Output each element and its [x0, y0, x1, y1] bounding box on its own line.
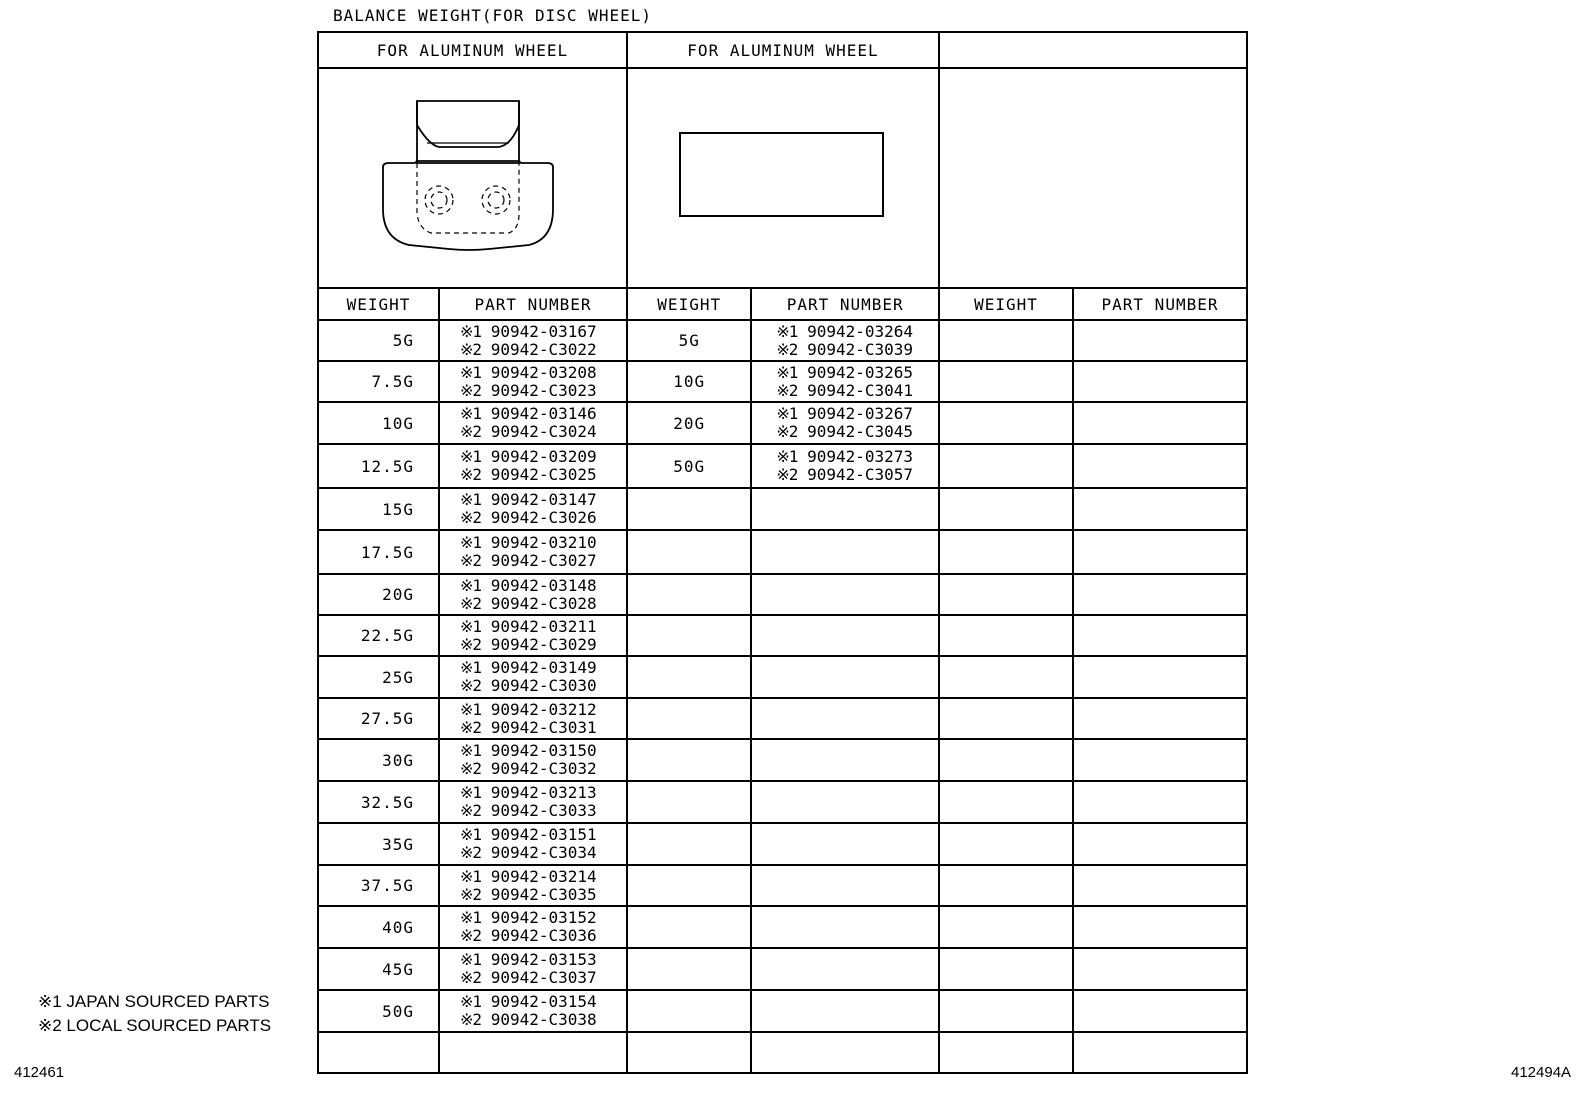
table-row	[318, 656, 1247, 698]
empty-illustration	[939, 68, 1247, 288]
table-row	[318, 530, 1247, 574]
weight-cell-empty	[627, 615, 751, 656]
part-number: 90942-03209	[490, 447, 597, 466]
weight-cell-empty	[627, 488, 751, 530]
part-number-line-2	[460, 1011, 626, 1029]
part-number: 90942-03265	[807, 362, 914, 382]
source-marker: ※1	[460, 825, 482, 844]
weight-cell-empty	[627, 948, 751, 990]
part-number-cell	[439, 948, 627, 990]
part-number-cell-empty	[439, 1032, 627, 1073]
source-marker: ※2	[460, 634, 482, 654]
part-number-cell-empty	[1073, 990, 1247, 1032]
part-number: 90942-C3045	[807, 422, 914, 441]
source-marker: ※2	[460, 884, 482, 904]
source-marker: ※1	[460, 575, 482, 595]
part-number-cell-empty	[751, 781, 939, 823]
part-number: 90942-03167	[490, 321, 597, 341]
table-row	[318, 615, 1247, 656]
part-number-cell-empty	[751, 530, 939, 574]
source-marker: ※2	[776, 465, 798, 484]
weight-cell-empty	[318, 1032, 439, 1073]
source-marker: ※1	[460, 741, 482, 760]
part-number: 90942-C3022	[490, 339, 597, 359]
part-number: 90942-03213	[490, 783, 597, 802]
part-number: 90942-C3039	[807, 339, 914, 359]
part-number-cell-empty	[1073, 320, 1247, 361]
part-number-line-2	[460, 844, 626, 862]
part-number-cell-empty	[1073, 615, 1247, 656]
parts-table	[317, 31, 1248, 1074]
part-number-line-1	[776, 405, 938, 423]
weight-header-2: WEIGHT	[627, 288, 751, 320]
source-marker: ※2	[776, 339, 798, 359]
weight-cell-empty	[939, 990, 1073, 1032]
part-number-cell	[439, 823, 627, 865]
source-marker: ※2	[776, 422, 798, 441]
part-number-line-2	[460, 466, 626, 484]
source-marker: ※2	[460, 508, 482, 527]
source-marker: ※2	[460, 926, 482, 945]
table-row	[318, 865, 1247, 906]
part-number-line-1	[460, 448, 626, 466]
source-marker: ※1	[460, 447, 482, 466]
source-marker: ※1	[776, 447, 798, 466]
part-number-cell-empty	[751, 739, 939, 781]
part-number-line-1	[460, 742, 626, 760]
weight-cell: 27.5G	[318, 698, 439, 739]
part-number-cell	[439, 781, 627, 823]
part-number: 90942-C3023	[490, 380, 597, 400]
part-number: 90942-C3030	[490, 676, 597, 695]
part-number-line-2	[460, 341, 626, 359]
part-number-cell	[439, 990, 627, 1032]
weight-cell: 50G	[318, 990, 439, 1032]
part-number: 90942-03208	[490, 362, 597, 382]
part-number-cell-empty	[751, 865, 939, 906]
part-number: 90942-C3026	[490, 508, 597, 527]
part-number: 90942-03154	[490, 992, 597, 1011]
weight-cell-empty	[627, 1032, 751, 1073]
group-header-row	[318, 32, 1247, 68]
illustration-code-right: 412494A	[1511, 1064, 1572, 1081]
part-number: 90942-03267	[807, 404, 914, 423]
source-marker: ※2	[460, 380, 482, 400]
part-number-line-2	[460, 760, 626, 778]
table-row	[318, 361, 1247, 402]
weight-cell-empty	[939, 574, 1073, 615]
weight-cell-empty	[939, 739, 1073, 781]
table-row	[318, 444, 1247, 488]
part-number-cell	[439, 361, 627, 402]
part-number-cell	[439, 906, 627, 948]
part-number-cell-empty	[751, 574, 939, 615]
part-number-cell	[751, 320, 939, 361]
source-marker: ※2	[460, 465, 482, 484]
part-number-cell	[439, 402, 627, 444]
source-marker: ※1	[776, 362, 798, 382]
weight-cell: 7.5G	[318, 361, 439, 402]
table-row	[318, 990, 1247, 1032]
source-marker: ※1	[460, 783, 482, 802]
part-number-line-2	[460, 802, 626, 820]
weight-header-3: WEIGHT	[939, 288, 1073, 320]
weight-cell-empty	[939, 1032, 1073, 1073]
adhesive-weight-illustration	[627, 68, 939, 288]
source-marker: ※2	[460, 843, 482, 862]
adhesive-weight-drawing	[628, 69, 938, 283]
part-number-line-2	[776, 341, 938, 359]
part-number: 90942-C3036	[490, 926, 597, 945]
weight-cell: 17.5G	[318, 530, 439, 574]
legend-japan-sourced: ※1 JAPAN SOURCED PARTS	[38, 992, 270, 1011]
weight-cell-empty	[939, 402, 1073, 444]
part-number-cell-empty	[1073, 739, 1247, 781]
group-label-empty	[939, 32, 1247, 68]
part-number: 90942-03212	[490, 699, 597, 719]
part-number: 90942-C3034	[490, 843, 597, 862]
source-marker: ※1	[460, 866, 482, 886]
weight-cell: 20G	[627, 402, 751, 444]
illustration-code-left: 412461	[14, 1064, 65, 1081]
weight-cell: 40G	[318, 906, 439, 948]
weight-cell-empty	[627, 781, 751, 823]
part-number-line-1	[460, 323, 626, 341]
part-number: 90942-C3041	[807, 380, 914, 400]
column-header-row	[318, 288, 1247, 320]
weight-cell-empty	[627, 530, 751, 574]
part-number: 90942-03149	[490, 658, 597, 677]
part-number: 90942-03273	[807, 447, 914, 466]
legend	[38, 990, 271, 1038]
part-number-cell	[439, 739, 627, 781]
part-number-line-2	[776, 466, 938, 484]
part-number-cell-empty	[1073, 823, 1247, 865]
source-marker: ※1	[460, 992, 482, 1011]
weight-cell-empty	[939, 320, 1073, 361]
part-number-cell	[439, 698, 627, 739]
part-number-line-2	[460, 509, 626, 527]
part-number-cell-empty	[1073, 906, 1247, 948]
part-number-line-2	[460, 595, 626, 613]
weight-cell: 15G	[318, 488, 439, 530]
source-marker: ※1	[460, 616, 482, 636]
source-marker: ※1	[460, 362, 482, 382]
table-row	[318, 739, 1247, 781]
part-number-line-2	[460, 886, 626, 904]
part-number-line-1	[460, 951, 626, 969]
source-marker: ※1	[460, 533, 482, 552]
weight-cell: 37.5G	[318, 865, 439, 906]
source-marker: ※2	[460, 593, 482, 613]
part-number-cell	[439, 865, 627, 906]
part-number-cell	[439, 656, 627, 698]
weight-cell: 10G	[318, 402, 439, 444]
table-row	[318, 948, 1247, 990]
part-number-line-2	[460, 677, 626, 695]
legend-local-sourced: ※2 LOCAL SOURCED PARTS	[38, 1016, 272, 1035]
part-number-line-1	[460, 784, 626, 802]
weight-cell: 20G	[318, 574, 439, 615]
source-marker: ※1	[460, 658, 482, 677]
part-number-line-1	[776, 364, 938, 382]
part-number: 90942-03211	[490, 616, 597, 636]
part-number-cell-empty	[1073, 656, 1247, 698]
weight-cell: 5G	[318, 320, 439, 361]
part-number-header-3: PART NUMBER	[1073, 288, 1247, 320]
part-number: 90942-03146	[490, 404, 597, 423]
part-number: 90942-C3033	[490, 801, 597, 820]
weight-cell-empty	[627, 823, 751, 865]
weight-cell-empty	[939, 906, 1073, 948]
group-label-aluminum-1: FOR ALUMINUM WHEEL	[318, 32, 627, 68]
source-marker: ※2	[460, 551, 482, 570]
part-number-cell	[751, 361, 939, 402]
weight-cell-empty	[939, 823, 1073, 865]
part-number-line-1	[460, 491, 626, 509]
part-number: 90942-03153	[490, 950, 597, 969]
table-row	[318, 320, 1247, 361]
source-marker: ※1	[776, 404, 798, 423]
weight-cell: 10G	[627, 361, 751, 402]
part-number-cell	[439, 320, 627, 361]
part-number: 90942-03148	[490, 575, 597, 595]
page-title: BALANCE WEIGHT(FOR DISC WHEEL)	[333, 6, 652, 25]
weight-cell-empty	[939, 656, 1073, 698]
part-number-cell-empty	[751, 698, 939, 739]
table-row	[318, 488, 1247, 530]
part-number-cell-empty	[1073, 865, 1247, 906]
part-number-cell-empty	[1073, 488, 1247, 530]
table-row	[318, 823, 1247, 865]
part-number-line-2	[460, 969, 626, 987]
part-number-line-2	[460, 719, 626, 737]
source-marker: ※1	[460, 404, 482, 423]
part-number-line-1	[460, 577, 626, 595]
part-number: 90942-03150	[490, 741, 597, 760]
part-number-cell-empty	[1073, 361, 1247, 402]
part-number-cell	[439, 488, 627, 530]
part-number-cell-empty	[751, 823, 939, 865]
part-number-cell-empty	[1073, 530, 1247, 574]
table-row	[318, 574, 1247, 615]
part-number: 90942-C3032	[490, 759, 597, 778]
source-marker: ※2	[460, 339, 482, 359]
weight-cell-empty	[939, 615, 1073, 656]
source-marker: ※2	[460, 801, 482, 820]
source-marker: ※2	[460, 759, 482, 778]
part-number-header-1: PART NUMBER	[439, 288, 627, 320]
weight-cell: 25G	[318, 656, 439, 698]
part-number-cell-empty	[1073, 948, 1247, 990]
source-marker: ※1	[460, 321, 482, 341]
table-row	[318, 781, 1247, 823]
part-number: 90942-C3027	[490, 551, 597, 570]
source-marker: ※1	[460, 699, 482, 719]
weight-cell-empty	[939, 948, 1073, 990]
source-marker: ※1	[460, 490, 482, 509]
part-number: 90942-03214	[490, 866, 597, 886]
part-number: 90942-C3035	[490, 884, 597, 904]
weight-cell-empty	[627, 865, 751, 906]
part-number-cell-empty	[751, 1032, 939, 1073]
part-number-line-1	[460, 909, 626, 927]
weight-cell-empty	[939, 361, 1073, 402]
part-number-cell-empty	[1073, 781, 1247, 823]
part-number-cell-empty	[1073, 698, 1247, 739]
part-number: 90942-C3037	[490, 968, 597, 987]
part-number-line-2	[460, 636, 626, 654]
part-number-line-1	[460, 534, 626, 552]
part-number-line-2	[460, 552, 626, 570]
part-number: 90942-C3029	[490, 634, 597, 654]
weight-cell-empty	[939, 530, 1073, 574]
weight-cell-empty	[627, 990, 751, 1032]
part-number-cell-empty	[751, 990, 939, 1032]
weight-cell: 12.5G	[318, 444, 439, 488]
weight-cell-empty	[939, 781, 1073, 823]
table-row	[318, 906, 1247, 948]
part-number-line-1	[460, 701, 626, 719]
weight-cell-empty	[627, 656, 751, 698]
part-number-cell-empty	[751, 906, 939, 948]
weight-cell-empty	[939, 488, 1073, 530]
part-number: 90942-C3031	[490, 717, 597, 737]
source-marker: ※1	[460, 908, 482, 927]
part-number: 90942-C3024	[490, 422, 597, 441]
part-number: 90942-03264	[807, 321, 914, 341]
weight-cell: 32.5G	[318, 781, 439, 823]
source-marker: ※2	[460, 1010, 482, 1029]
part-number-line-1	[460, 659, 626, 677]
table-row	[318, 402, 1247, 444]
weight-cell: 50G	[627, 444, 751, 488]
source-marker: ※2	[776, 380, 798, 400]
weight-cell: 22.5G	[318, 615, 439, 656]
weight-cell-empty	[939, 444, 1073, 488]
part-number: 90942-03151	[490, 825, 597, 844]
part-number-line-1	[460, 364, 626, 382]
part-number-cell-empty	[1073, 444, 1247, 488]
part-number-line-1	[460, 993, 626, 1011]
group-label-aluminum-2: FOR ALUMINUM WHEEL	[627, 32, 939, 68]
part-number-cell-empty	[751, 656, 939, 698]
part-number-line-1	[776, 448, 938, 466]
source-marker: ※1	[776, 321, 798, 341]
part-number-line-2	[460, 927, 626, 945]
part-number: 90942-C3025	[490, 465, 597, 484]
part-number: 90942-03147	[490, 490, 597, 509]
illustration-row	[318, 68, 1247, 288]
source-marker: ※2	[460, 676, 482, 695]
weight-cell-empty	[939, 865, 1073, 906]
part-number-line-2	[776, 382, 938, 400]
part-number: 90942-03152	[490, 908, 597, 927]
weight-cell: 45G	[318, 948, 439, 990]
part-number-line-1	[460, 868, 626, 886]
part-number-header-2: PART NUMBER	[751, 288, 939, 320]
weight-cell: 35G	[318, 823, 439, 865]
part-number-line-1	[460, 826, 626, 844]
part-number-cell	[439, 530, 627, 574]
source-marker: ※1	[460, 950, 482, 969]
part-number-line-1	[460, 405, 626, 423]
weight-cell-empty	[627, 574, 751, 615]
clip-on-weight-drawing	[319, 69, 625, 283]
source-marker: ※2	[460, 717, 482, 737]
part-number: 90942-C3057	[807, 465, 914, 484]
part-number-cell	[439, 615, 627, 656]
part-number-cell-empty	[1073, 1032, 1247, 1073]
weight-cell-empty	[627, 698, 751, 739]
part-number-line-1	[776, 323, 938, 341]
part-number-cell	[751, 444, 939, 488]
part-number-line-2	[460, 423, 626, 441]
part-number-cell-empty	[751, 488, 939, 530]
part-number: 90942-C3038	[490, 1010, 597, 1029]
part-number-cell-empty	[751, 615, 939, 656]
source-marker: ※2	[460, 422, 482, 441]
part-number-cell-empty	[1073, 574, 1247, 615]
part-number-cell	[439, 574, 627, 615]
table-row	[318, 1032, 1247, 1073]
part-number-line-2	[776, 423, 938, 441]
weight-cell: 5G	[627, 320, 751, 361]
part-number: 90942-03210	[490, 533, 597, 552]
table-row	[318, 698, 1247, 739]
weight-cell-empty	[627, 739, 751, 781]
part-number-cell	[439, 444, 627, 488]
part-number: 90942-C3028	[490, 593, 597, 613]
part-number-cell-empty	[751, 948, 939, 990]
weight-cell-empty	[939, 698, 1073, 739]
source-marker: ※2	[460, 968, 482, 987]
clip-weight-illustration	[318, 68, 627, 288]
weight-cell: 30G	[318, 739, 439, 781]
part-number-cell	[751, 402, 939, 444]
weight-header-1: WEIGHT	[318, 288, 439, 320]
part-number-cell-empty	[1073, 402, 1247, 444]
part-number-line-2	[460, 382, 626, 400]
part-number-line-1	[460, 618, 626, 636]
weight-cell-empty	[627, 906, 751, 948]
